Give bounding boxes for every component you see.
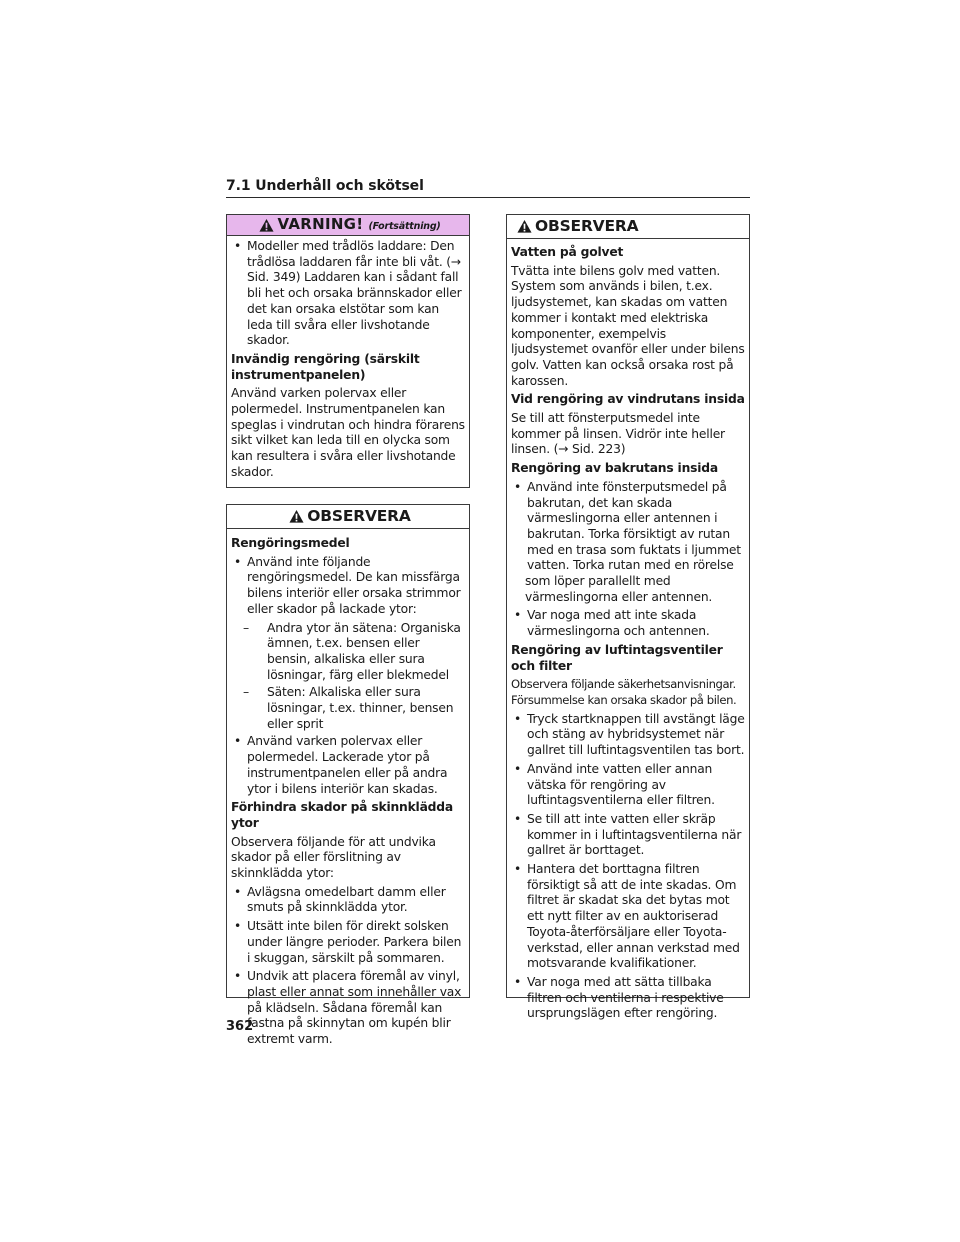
paragraph: Se till att fönsterputsmedel inte kommer på linsen. Vidrör inte heller linsen. (→ Sid. 223): [511, 411, 725, 457]
list-item: • Använd inte vatten eller annan vätska för rengöring av luftintagsventilerna eller filtren.: [511, 762, 745, 809]
list-item: • Använd varken polervax eller polermedel. Lackerade ytor på instrumentpanelen eller på andra ytor i bilens interiör kan skadas.: [231, 734, 465, 797]
section-heading: Rengöring av luftintagsventiler och filter: [511, 642, 723, 673]
list-item: • Använd inte fönsterputsmedel på bakrutan, det kan skada värmeslingorna eller antennen i bakrutan. Torka försiktigt av rutan med en trasa som fuktats i ljummet vatten. Torka rutan med en rörelse: [511, 480, 745, 574]
list-item: • Modeller med trådlös laddare: Den trådlösa laddaren får inte bli våt. (→ Sid. 349) Laddaren kan i sådant fall bli het och orsaka brännskador eller det kan orsaka elstötar som kan leda till svåra eller livshotande skador.: [231, 239, 465, 349]
list-item: • Var noga med att sätta tillbaka filtren och ventilerna i respektive ursprungslägen efter rengöring.: [511, 975, 745, 1022]
section-heading: Rengöringsmedel: [231, 536, 350, 550]
dash-item: – Säten: Alkaliska eller sura lösningar, t.ex. thinner, bensen eller sprit: [243, 685, 465, 732]
section-heading: Rengöring av bakrutans insida: [511, 461, 718, 476]
page-number: 362: [226, 1019, 254, 1034]
notice-title: OBSERVERA: [535, 216, 639, 235]
list-item: • Se till att inte vatten eller skräp kommer in i luftintagsventilerna när gallret är borttaget.: [511, 812, 745, 859]
warning-triangle-icon: [259, 218, 274, 233]
section-heading: Förhindra skador på skinnklädda ytor: [231, 800, 453, 830]
notice-title: OBSERVERA: [307, 506, 411, 525]
warning-box: [226, 214, 470, 488]
dash-item: – Andra ytor än sätena: Organiska ämnen, t.ex. bensen eller bensin, alkaliska eller sura lösningar, färg eller blekmedel: [243, 621, 465, 684]
warning-subtitle: (Fortsättning): [368, 220, 441, 232]
paragraph: Observera följande för att undvika skador på eller förslitning av skinnklädda ytor:: [231, 834, 436, 881]
section-heading: Vid rengöring av vindrutans insida: [511, 392, 745, 407]
notice-box-right: [506, 214, 750, 1021]
list-item: • Använd inte följande rengöringsmedel. De kan missfärga bilens interiör eller orsaka strimmor eller skador på lackade ytor:: [231, 555, 465, 618]
section-header: [226, 178, 750, 198]
list-item: • Utsätt inte bilen för direkt solsken under längre perioder. Parkera bilen i skuggan, särskilt på sommaren.: [231, 919, 465, 966]
list-item: • Undvik att placera föremål av vinyl, plast eller annat som innehåller vax på klädseln. Sådana föremål kan fastna på skinnytan om kupén blir extremt varm.: [231, 969, 465, 1048]
list-item: • Var noga med att inte skada värmeslingorna och antennen.: [511, 608, 745, 639]
section-heading: Invändig rengöring (särskilt instrumentpanelen): [231, 351, 420, 382]
warning-triangle-icon: [517, 219, 532, 234]
list-item: • Hantera det borttagna filtren försiktigt så att de inte skadas. Om filtret är skadat ska det bytas mot ett nytt filter av en auktoriserad Toyota-återförsäljare eller Toyota-verkstad, eller annan verkstad med motsvarande kvalifikationer.: [511, 862, 745, 972]
warning-header: [227, 215, 469, 236]
section-heading: Vatten på golvet: [511, 245, 624, 259]
warning-triangle-icon: [289, 509, 304, 524]
section-title: 7.1 Underhåll och skötsel: [226, 178, 424, 194]
paragraph: Observera följande säkerhetsanvisningar. Försummelse kan orsaka skador på bilen.: [511, 677, 737, 707]
list-item: • Tryck startknappen till avstängt läge och stäng av hybridsystemet när gallret till luftintagsventilen tas bort.: [511, 712, 745, 759]
paragraph: Använd varken polervax eller polermedel. Instrumentpanelen kan speglas i vindrutan och hindra förarens sikt vilket kan leda till en olycka som kan resultera i svåra eller livshotande skador.: [231, 386, 465, 479]
paragraph: Tvätta inte bilens golv med vatten. System som används i bilen, t.ex. ljudsystemet, kan skadas om vatten kommer i kontakt med elektriska komponenter, exempelvis ljudsystemet ovanför eller under bilens golv. Vatten kan också orsaka rost på karossen.: [511, 263, 745, 388]
warning-title: VARNING!: [277, 215, 364, 234]
list-item: • Avlägsna omedelbart damm eller smuts på skinnklädda ytor.: [231, 885, 465, 916]
notice-header: [507, 215, 749, 239]
notice-header: [227, 505, 469, 529]
list-item-continuation: som löper parallellt med värmeslingorna eller antennen.: [525, 574, 713, 604]
